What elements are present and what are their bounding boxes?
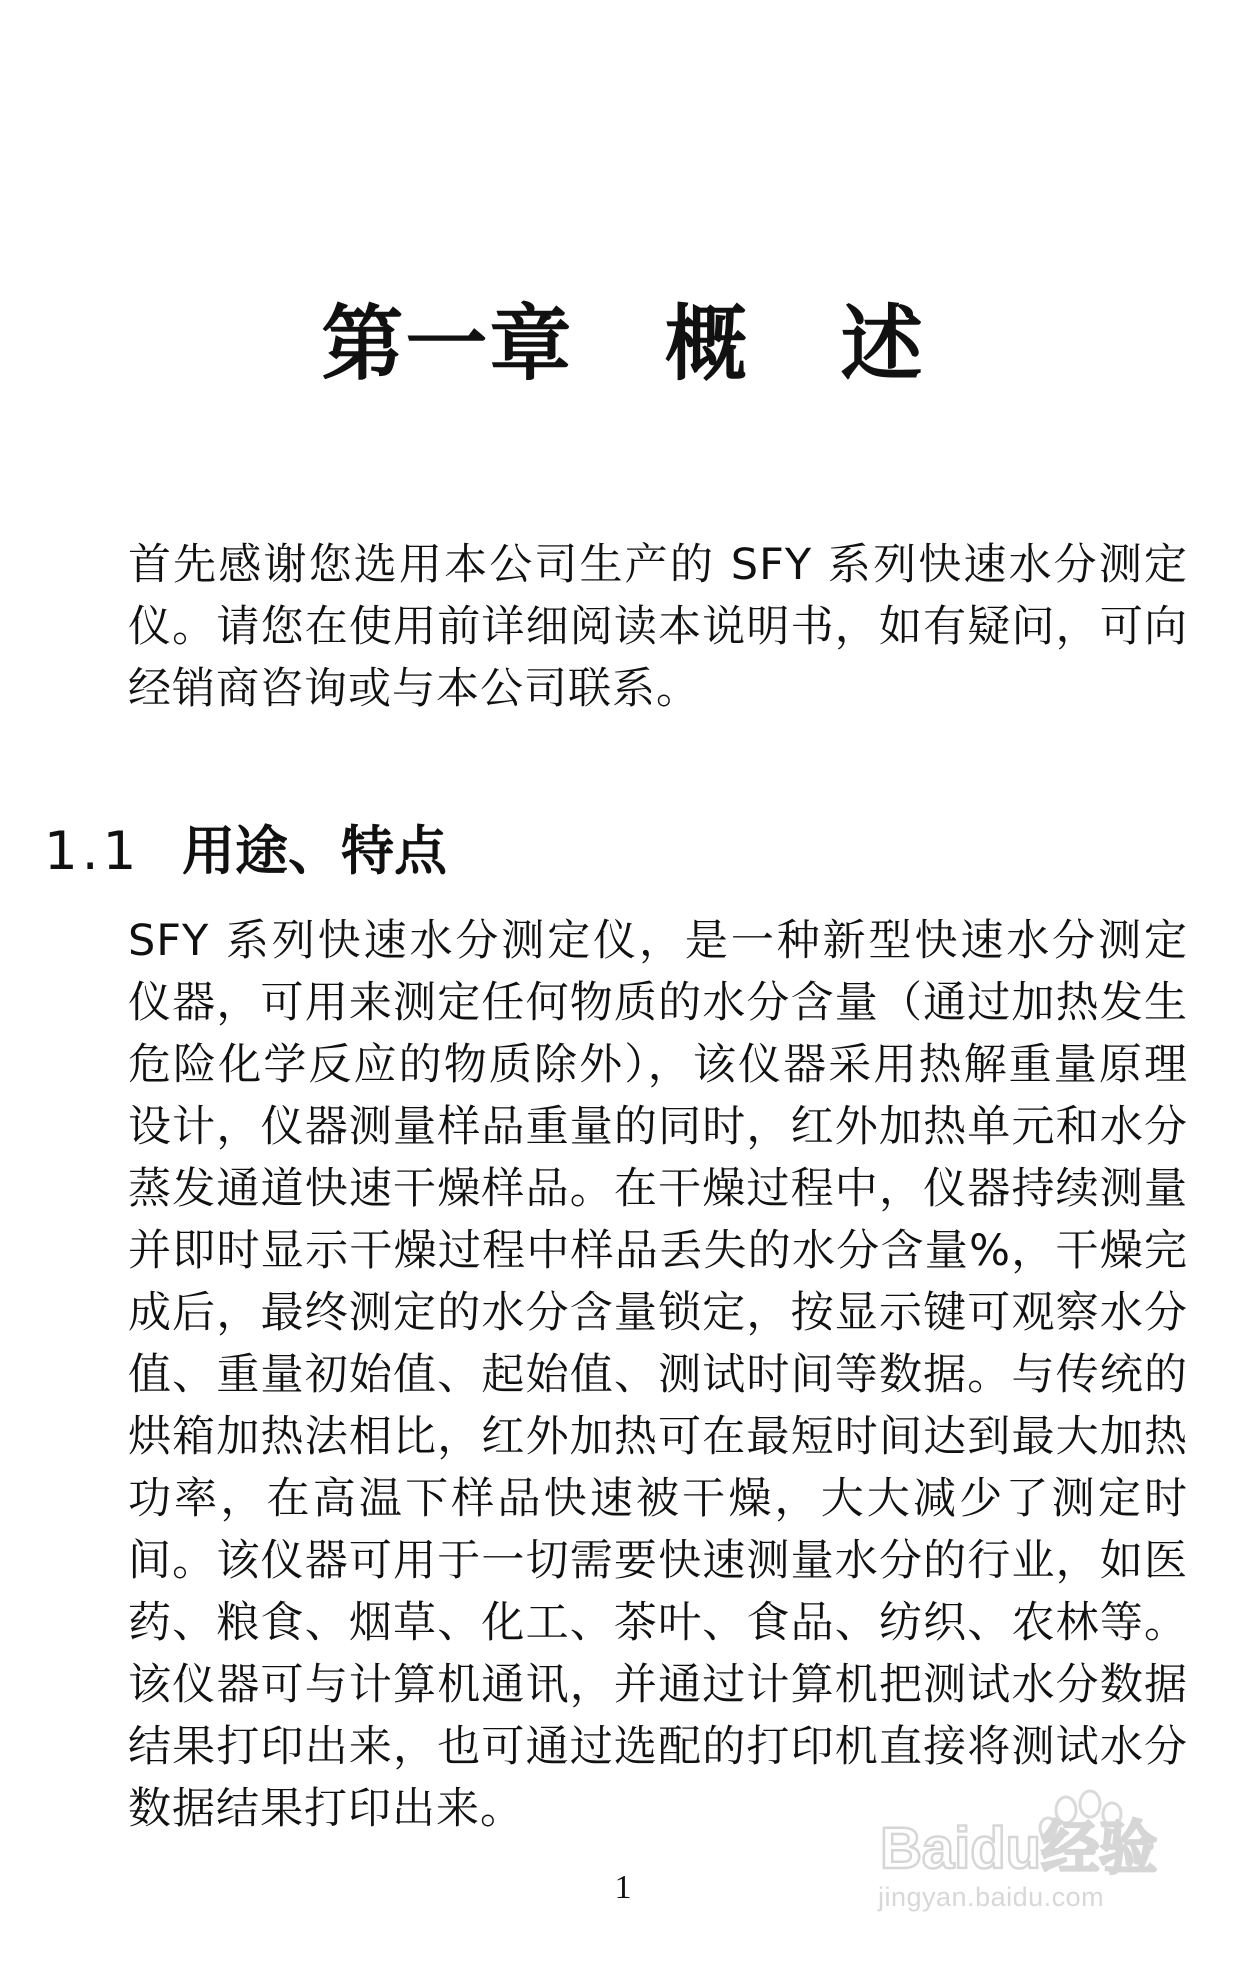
baidu-logo-icon xyxy=(880,1788,1210,1883)
svg-text:Baidu经验: Baidu经验 xyxy=(880,1816,1158,1881)
section-number: 1.1 xyxy=(44,821,141,882)
section-title: 用途、特点 xyxy=(182,821,447,882)
baidu-jingyan-watermark xyxy=(868,1788,1208,1928)
chapter-title: 第一章 概 述 xyxy=(321,297,925,392)
watermark-url: jingyan.baidu.com xyxy=(878,1882,1105,1912)
page-number: 1 xyxy=(614,1869,632,1906)
section-heading xyxy=(44,820,447,884)
section-body-paragraph: SFY 系列快速水分测定仪，是一种新型快速水分测定仪器，可用来测定任何物质的水分含量（通过加热发生危险化学反应的物质除外），该仪器采用热解重量原理设计，仪器测量样品重量的同时，红外加热单元和水分蒸发通道快速干燥样品。在干燥过程中，仪器持续测量并即时显示干燥过程中样品丢失的水分含量%，干燥完成后，最终测定的水分含量锁定，按显示键可观察水分值、重量初始值、起始值、测试时间等数据。与传统的烘箱加热法相比，红外加热可在最短时间达到最大加热功率，在高温下样品快速被干燥，大大减少了测定时间。该仪器可用于一切需要快速测量水分的行业，如医药、粮食、烟草、化工、茶叶、食品、纺织、农林等。该仪器可与计算机通讯，并通过计算机把测试水分数据结果打印出来，也可通过选配的打印机直接将测试水分数据结果打印出来。 xyxy=(128,916,1188,1834)
intro-paragraph: 首先感谢您选用本公司生产的 SFY 系列快速水分测定仪。请您在使用前详细阅读本说明书，如有疑问，可向经销商咨询或与本公司联系。 xyxy=(128,540,1188,714)
